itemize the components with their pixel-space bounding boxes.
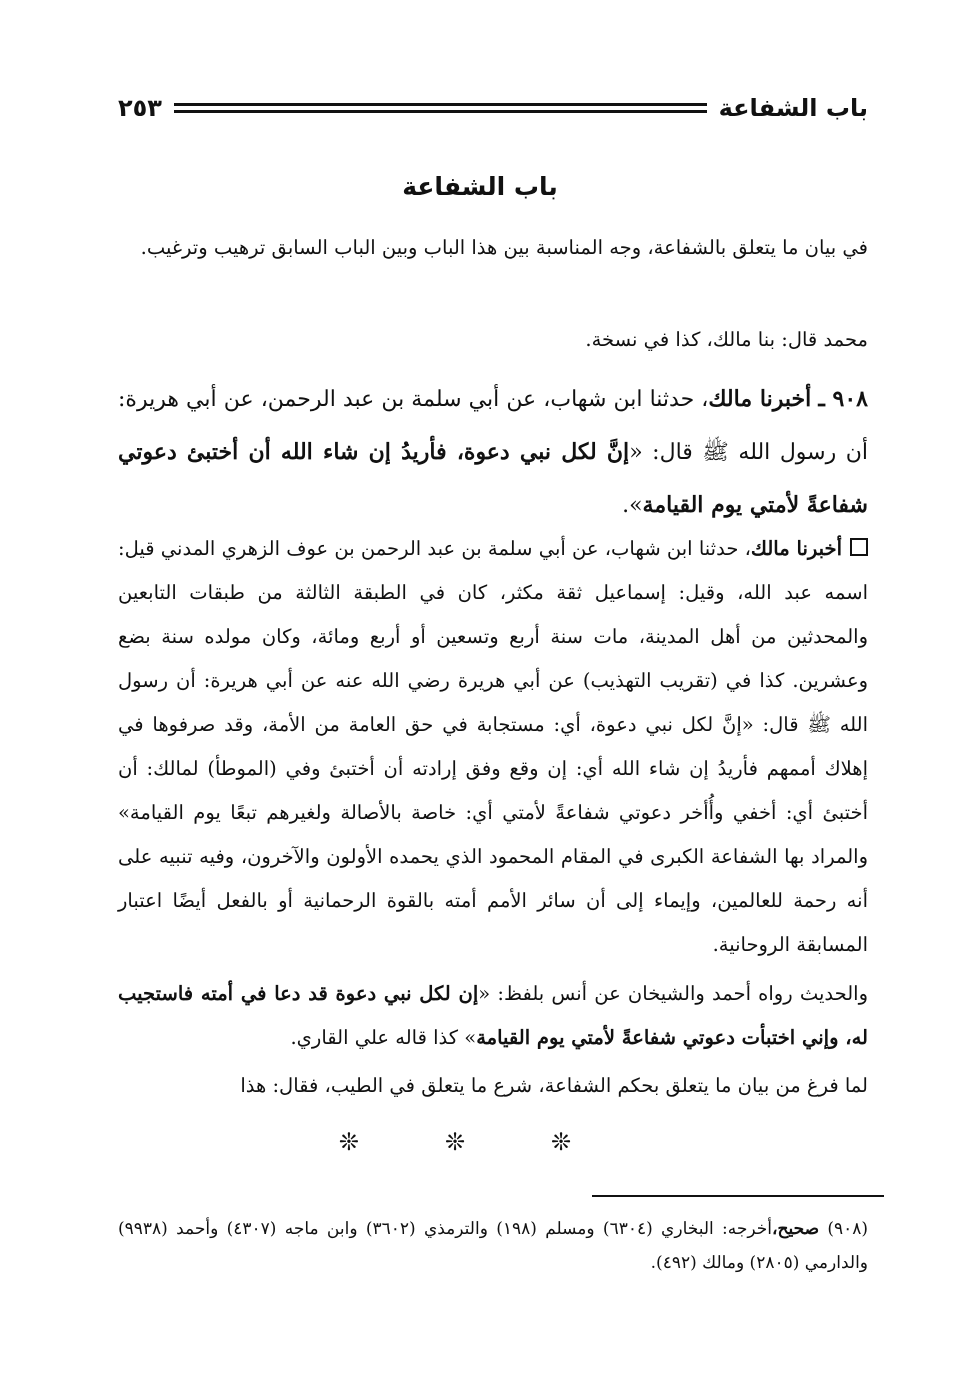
hadith-paragraph — [118, 373, 868, 532]
asterism-icon: ❊ — [338, 1128, 409, 1156]
hadith-number: ٩٠٨ ـ — [818, 386, 868, 412]
footnote-divider — [592, 1195, 884, 1197]
related-attribution: » كذا قاله علي القاري. — [290, 1026, 477, 1049]
hadith-matn: إنَّ لكل نبي دعوة، فأريدُ إن شاء الله أن أختبئ دعوتي شفاعةً لأمتي يوم القيامة — [118, 439, 868, 518]
related-quote: إن لكل نبي دعوة قد دعا في أمته فاستجيب له، وإني اختبأت دعوتي شفاعةً لأمتي يوم القيامة — [118, 982, 868, 1049]
square-marker-icon — [850, 538, 868, 556]
manuscript-note: محمد قال: بنا مالك، كذا في نسخة. — [585, 328, 868, 351]
chapter-title: باب الشفاعة — [402, 172, 558, 201]
footnote-text: أخرجه: البخاري (٦٣٠٤) ومسلم (١٩٨) والترمذي (٣٦٠٢) وابن ماجه (٤٣٠٧) وأحمد (٩٩٣٨) والدارمي (٢٨٠٥) ومالك (٤٩٢). — [118, 1219, 868, 1273]
related-intro: والحديث رواه أحمد والشيخان عن أنس بلفظ: « — [478, 982, 869, 1005]
asterism-icon: ❊ — [444, 1128, 516, 1156]
hadith-isnad: ، حدثنا ابن شهاب، عن أبي سلمة بن عبد الرحمن، عن أبي هريرة: أن رسول الله ﷺ قال: « — [118, 387, 869, 465]
commentary-text: ، حدثنا ابن شهاب، عن أبي سلمة بن عبد الرحمن بن عوف الزهري المدني قيل: اسمه عبد الله، وقيل: إسماعيل ثقة مكثر، كان في الطبقة الثالثة من طبقات التابعين والمحدثين من أهل المدينة، مات سنة أربع وتسعين أو أربع ومائة، وكان مولده سنة بضع وعشرين. كذا في (تقريب التهذيب) عن أبي هريرة رضي الله عنه عن أبي هريرة: أن رسول الله ﷺ قال: «إنَّ لكل نبي دعوة، أي: مستجابة في حق العامة من الأمة، وقد صرفوها في إهلاك أممهم فأريدُ إن شاء الله أي: إن وقع وفق إرادته أن أختبئ وفي (الموطأ) لمالك: أن أختبئ أي: أخفي وأُأخر دعوتي شفاعةً لأمتي أي: خاصة بالأصالة ولغيرهم تبعًا يوم القيامة» والمراد بها الشفاعة الكبرى في المقام المحمود الذي يحمده الأولون والآخرون، وفيه تنبيه على أنه رحمة للعالمين، وإيماء إلى أن سائر الأمم أمته بالقوة الرحمانية أو بالفعل أيضًا اعتبار المسابقة الروحانية. — [118, 537, 868, 956]
header-double-rule — [174, 103, 707, 113]
footnote-grade: صحيح، — [772, 1219, 820, 1239]
section-separator — [0, 1128, 960, 1156]
related-narration-paragraph — [118, 972, 868, 1060]
footnote-ref: (٩٠٨) — [827, 1219, 869, 1239]
commentary-lead: أخبرنا مالك — [750, 537, 842, 560]
footnote — [118, 1212, 868, 1280]
hadith-lead: أخبرنا مالك — [708, 386, 812, 412]
running-title: باب الشفاعة — [718, 94, 868, 122]
running-header — [118, 88, 868, 128]
page-number: ٢٥٣ — [118, 94, 162, 122]
asterism-icon: ❊ — [551, 1128, 622, 1156]
transition-paragraph: لما فرغ من بيان ما يتعلق بحكم الشفاعة، شرع ما يتعلق في الطيب، فقال: هذا — [240, 1074, 868, 1097]
commentary-paragraph — [118, 527, 868, 967]
hadith-closing: ». — [622, 493, 643, 518]
intro-paragraph: في بيان ما يتعلق بالشفاعة، وجه المناسبة بين هذا الباب وبين الباب السابق ترهيب وترغيب. — [140, 236, 868, 259]
